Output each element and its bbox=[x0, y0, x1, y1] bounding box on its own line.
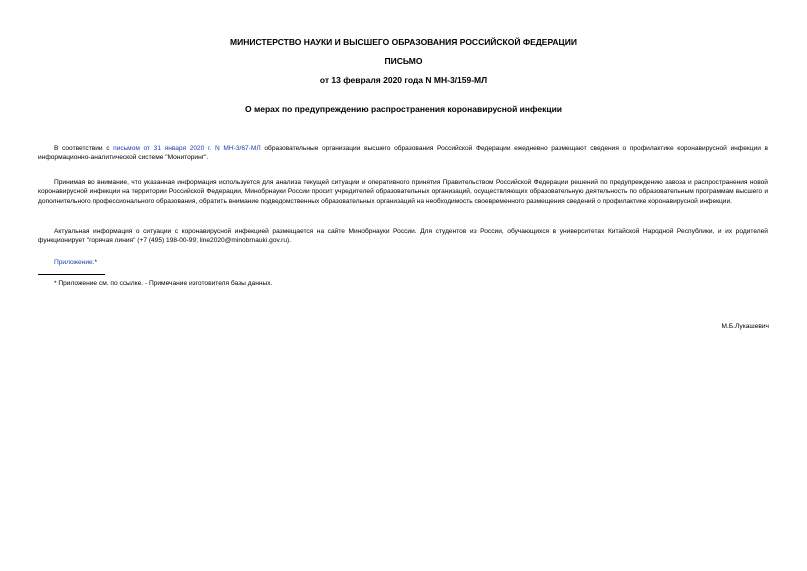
letter-reference-link[interactable]: письмом от 31 января 2020 г. N МН-3/67-МЛ bbox=[113, 145, 261, 152]
paragraph-2: Принимая во внимание, что указанная информация используется для анализа текущей ситуации и оперативного принятия Правительством Российской Федерации решений по предупреждению завоза и распространения новой коронавирусной инфекции на территории Российской Федерации, Минобрнауки России просит учредителей образовательных организаций, осуществляющих образовательную деятельность по образовательным программам высшего и дополнительного профессионального образования, обратить внимание подведомственных образовательных организаций на необходимость своевременного размещения сведений о профилактике коронавирусной инфекции. bbox=[38, 179, 768, 205]
paragraph-3: Актуальная информация о ситуации с коронавирусной инфекцией размещается на сайте Минобрнауки России. Для студентов из России, обучающихся в университетах Китайской Народной Республики, и их родителей функционирует "горячая линия" (+7 (495) 198-00-99; line2020@minobrnauki.gov.ru). bbox=[38, 228, 768, 245]
paragraph-1-text-before: В соответствии с bbox=[54, 145, 114, 152]
document-date-number: от 13 февраля 2020 года N МН-3/159-МЛ bbox=[319, 75, 488, 85]
appendix-link[interactable]: Приложение. bbox=[54, 259, 95, 266]
footnote-text: * Приложение см. по ссылке. - Примечание изготовителя базы данных. bbox=[54, 280, 273, 287]
appendix-footnote-marker: * bbox=[94, 259, 98, 266]
appendix-line bbox=[54, 258, 97, 267]
footnote-divider bbox=[38, 274, 105, 275]
ministry-heading: МИНИСТЕРСТВО НАУКИ И ВЫСШЕГО ОБРАЗОВАНИЯ РОССИЙСКОЙ ФЕДЕРАЦИИ bbox=[230, 37, 577, 47]
document-type: ПИСЬМО bbox=[384, 56, 423, 66]
paragraph-1 bbox=[38, 144, 768, 163]
document-subject: О мерах по предупреждению распространения коронавирусной инфекции bbox=[244, 104, 563, 114]
paragraph-1-text-after: образовательные организации высшего образования Российской Федерации ежедневно размещают сведения о профилактике коронавирусной инфекции в информационно-аналитической системе "Мониторинг". bbox=[38, 145, 769, 162]
signature: М.Б.Лукашевич bbox=[721, 323, 769, 330]
